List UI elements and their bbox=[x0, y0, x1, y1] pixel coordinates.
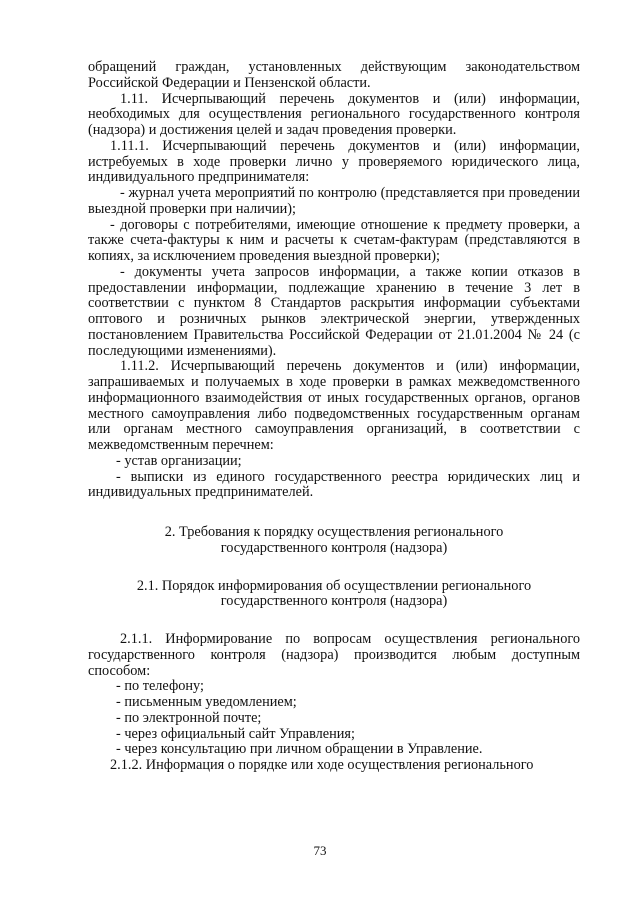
list-item-records: - документы учета запросов информации, а также копии отказов в предоставлении информации, подлежащие хранению в течение 3 лет в соответствии с пунктом 8 Стандартов раскрытия информации субъектами оптового и розничных рынков электрической энергии, утвержденных постановлением Правительства Российской Федерации от 21.01.2004 № 24 (с последующими изменениями). bbox=[88, 263, 580, 359]
list-item-contracts: - договоры с потребителями, имеющие отношение к предмету проверки, а также счета-фактуры к ним и расчеты к счетам-фактурам (представляются в копиях, за исключением проведения выездной проверки); bbox=[88, 216, 580, 264]
page-number: 73 bbox=[313, 843, 327, 858]
paragraph-1-11-1: 1.11.1. Исчерпывающий перечень документов и (или) информации, истребуемых в ходе проверки лично у проверяемого юридического лица, индивидуального предпринимателя: bbox=[88, 137, 580, 186]
list-item-consultation: - через консультацию при личном обращении в Управление. bbox=[116, 741, 483, 758]
paragraph-continuation: обращений граждан, установленных действующим законодательством Российской Федерации и Пензенской области. bbox=[88, 59, 580, 91]
paragraph-1-11: 1.11. Исчерпывающий перечень документов и (или) информации, необходимых для осуществления регионального государственного контроля (надзора) и достижения целей и задач проведения проверки. bbox=[88, 90, 580, 138]
list-item-letter: - письменным уведомлением; bbox=[116, 694, 297, 710]
spacer bbox=[88, 610, 580, 626]
list-item-phone: - по телефону; bbox=[116, 678, 204, 695]
paragraph-1-11-2: 1.11.2. Исчерпывающий перечень документов и (или) информации, запрашиваемых и получаемых в ходе проверки в рамках межведомственного информационного взаимодействия от иных государственных органов, органов местного самоуправления либо подведомственных государственным органам или органам местного самоуправления организаций, в соответствии с межведомственным перечнем: bbox=[88, 358, 580, 453]
list-item-email: - по электронной почте; bbox=[116, 709, 262, 726]
paragraph-2-1-2: 2.1.2. Информация о порядке или ходе осуществления регионального bbox=[110, 757, 534, 773]
list-item-charter: - устав организации; bbox=[116, 452, 242, 469]
list-item-journal: - журнал учета мероприятий по контролю (представляется при проведении выездной проверки при наличии); bbox=[88, 185, 580, 217]
list-item-extracts: - выписки из единого государственного реестра юридических лиц и индивидуальных предпринимателей. bbox=[88, 468, 580, 501]
section-heading-2-1: 2.1. Порядок информирования об осуществлении регионального государственного контроля (надзора) bbox=[136, 577, 532, 610]
list-item-website: - через официальный сайт Управления; bbox=[116, 725, 355, 742]
paragraph-2-1-1: 2.1.1. Информирование по вопросам осуществления регионального государственного контроля (надзора) производится любым доступным способом: bbox=[88, 631, 580, 679]
section-heading-2: 2. Требования к порядку осуществления регионального государственного контроля (надзора) bbox=[164, 524, 504, 556]
